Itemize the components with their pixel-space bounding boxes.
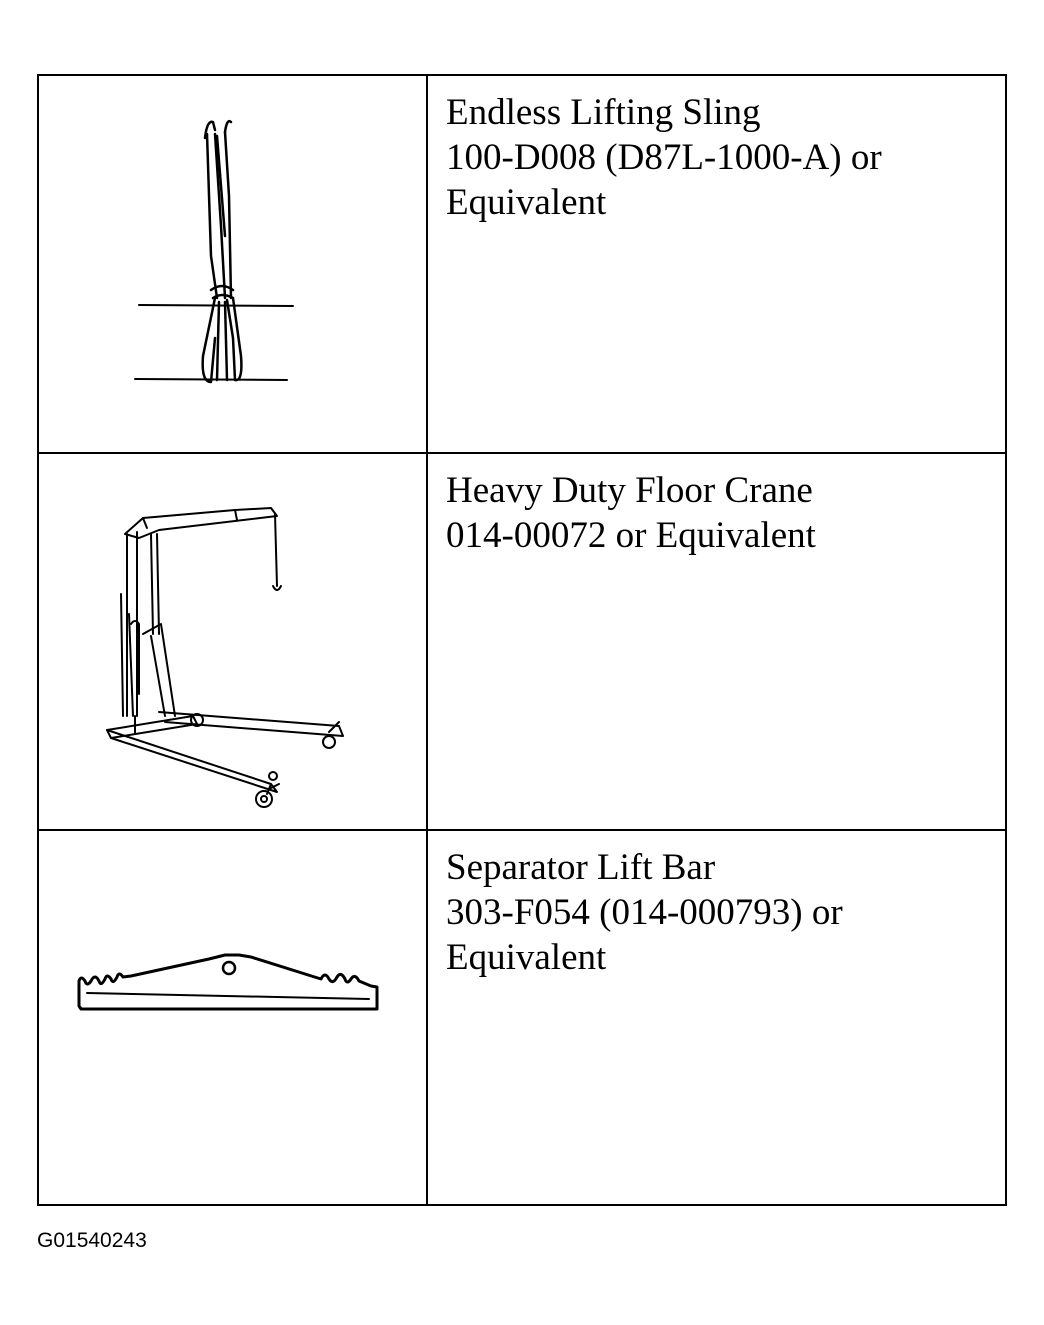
- tool-description: [446, 468, 995, 558]
- tool-name: Separator Lift Bar: [446, 847, 716, 888]
- lifting-sling-icon: [39, 76, 428, 454]
- tool-description: [446, 90, 995, 225]
- tool-image-cell: [39, 76, 428, 452]
- tool-equivalent: Equivalent: [446, 937, 607, 978]
- tool-image-cell: [39, 831, 428, 1204]
- special-tools-table: [37, 74, 1007, 1206]
- tool-part-number: 303-F054 (014-000793) or: [446, 892, 843, 933]
- tool-row-lifting-sling: [39, 76, 1005, 454]
- tool-image-cell: [39, 454, 428, 829]
- tool-part-number: 100-D008 (D87L-1000-A) or: [446, 137, 882, 178]
- tool-row-floor-crane: [39, 454, 1005, 831]
- tool-equivalent: Equivalent: [446, 182, 607, 223]
- tool-part-number: 014-00072 or Equivalent: [446, 515, 816, 556]
- tool-description: [446, 845, 995, 980]
- floor-crane-icon: [39, 454, 428, 831]
- tool-name: Heavy Duty Floor Crane: [446, 470, 813, 511]
- tool-row-lift-bar: [39, 831, 1005, 1204]
- tool-name: Endless Lifting Sling: [446, 92, 761, 133]
- figure-code: G01540243: [37, 1229, 147, 1252]
- lift-bar-icon: [39, 831, 428, 1204]
